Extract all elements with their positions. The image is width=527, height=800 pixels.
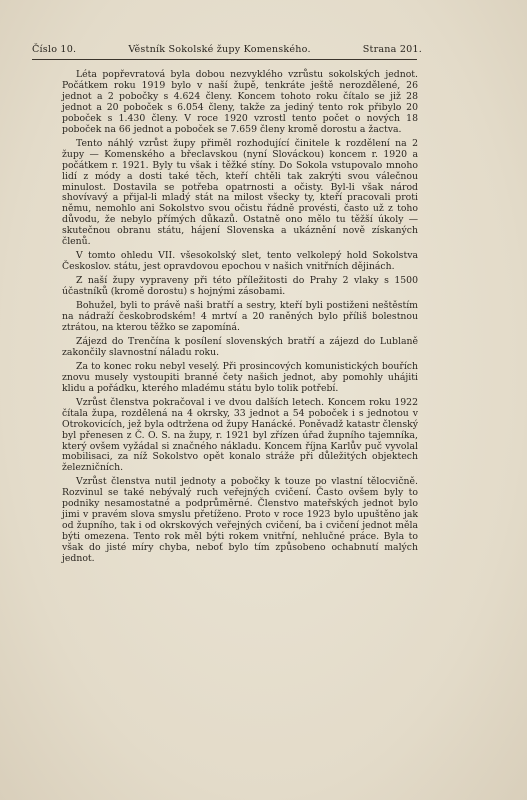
journal-title: Věstník Sokolské župy Komenského.	[128, 44, 311, 55]
paragraph: Bohužel, byli to právě naši bratří a sestry, kteří byli postiženi neštěstím na nádraží českobrodském! 4 mrtví a 20 raněných bylo příliš bolestnou ztrátou, na kterou těžko se zapomíná.	[62, 300, 418, 333]
paragraph: Vzrůst členstva nutil jednoty a pobočky k touze po vlastní tělocvičně. Rozvinul se také nebývalý ruch veřejných cvičení. Často ovšem byly to podniky nesamostatné a podprůměrné. Členstvo mateřských jednot bylo jimi v pravém slova smyslu přetíženo. Proto v roce 1923 bylo upuštěno jak od župního, tak i od okrskových veřejných cvičení, ba i cvičení jednot měla býti omezena. Tento rok měl býti rokem vnitřní, nehlučné práce. Byla to však do jisté míry chyba, neboť bylo tím způsobeno ochabnutí malých jednot.	[62, 476, 418, 565]
article-body	[62, 70, 418, 568]
paragraph: V tomto ohledu VII. všesokolský slet, tento velkolepý hold Sokolstva Českoslov. státu, jest opravdovou epochou v našich vnitřních dějinách.	[62, 250, 418, 273]
paragraph: Tento náhlý vzrůst župy přiměl rozhodující činitele k rozdělení na 2 župy — Komenského a břeclavskou (nyní Slováckou) koncem r. 1920 a počátkem r. 1921. Byly tu však i těžké stíny. Do Sokola vstupovalo mnoho lidí z módy a dosti také těch, kteří chtěli tak zakrýti svou válečnou minulost. Dostavila se potřeba opatrnosti a očisty. Byl-li však národ shovívavý a přijal-li mladý stát na milost všecky ty, kteří pracovali proti němu, nemohlo ani Sokolstvo svou očistu řádně provésti, často už z toho důvodu, že nebylo přímých důkazů. Ostatně ono mělo tu těžší úkoly — skutečnou obranu státu, hájení Slovenska a ukáznění nově získaných členů.	[62, 137, 418, 248]
header-rule	[32, 59, 417, 60]
paragraph: Zájezd do Trenčína k posílení slovenských bratří a zájezd do Lublaně zakončily slavnostní náladu roku.	[62, 335, 418, 358]
running-header	[32, 44, 422, 55]
paragraph: Léta popřevratová byla dobou nezvyklého vzrůstu sokolských jednot. Počátkem roku 1919 bylo v naší župě, tenkráte ještě nerozdělené, 26 jednot a 2 pobočky s 4.624 členy. Koncem tohoto roku čítalo se již 28 jednot a 20 poboček s 6.054 členy, takže za jediný tento rok přibylo 20 poboček s 1.430 členy. V roce 1920 vzrostl tento počet o nových 18 poboček na 66 jednot a poboček se 7.659 členy kromě dorostu a žactva.	[62, 69, 418, 135]
paragraph: Vzrůst členstva pokračoval i ve dvou dalších letech. Koncem roku 1922 čítala župa, rozdělená na 4 okrsky, 33 jednot a 54 poboček i s jednotou v Otrokovicích, jež byla odtržena od župy Hanácké. Poněvadž katastr členský byl přenesen z Č. O. S. na župy, r. 1921 byl zřízen úřad župního tajemníka, který ovšem vyžádal si značného nákladu. Koncem října Karlův puč vyvolal mobilisaci, za níž Sokolstvo opět konalo stráže při důležitých objektech železničních.	[62, 396, 418, 474]
issue-number: Číslo 10.	[32, 44, 77, 55]
paragraph: Z naší župy vypraveny při této příležitosti do Prahy 2 vlaky s 1500 účastníků (kromě dorostu) s hojnými zásobami.	[62, 275, 418, 298]
paragraph: Za to konec roku nebyl veselý. Při prosincových komunistických bouřích znovu musely vystoupiti branné čety našich jednot, aby pomohly uhájiti klidu a pořádku, kterého mladému státu bylo tolik potřebí.	[62, 360, 418, 394]
page-number: Strana 201.	[362, 44, 422, 55]
